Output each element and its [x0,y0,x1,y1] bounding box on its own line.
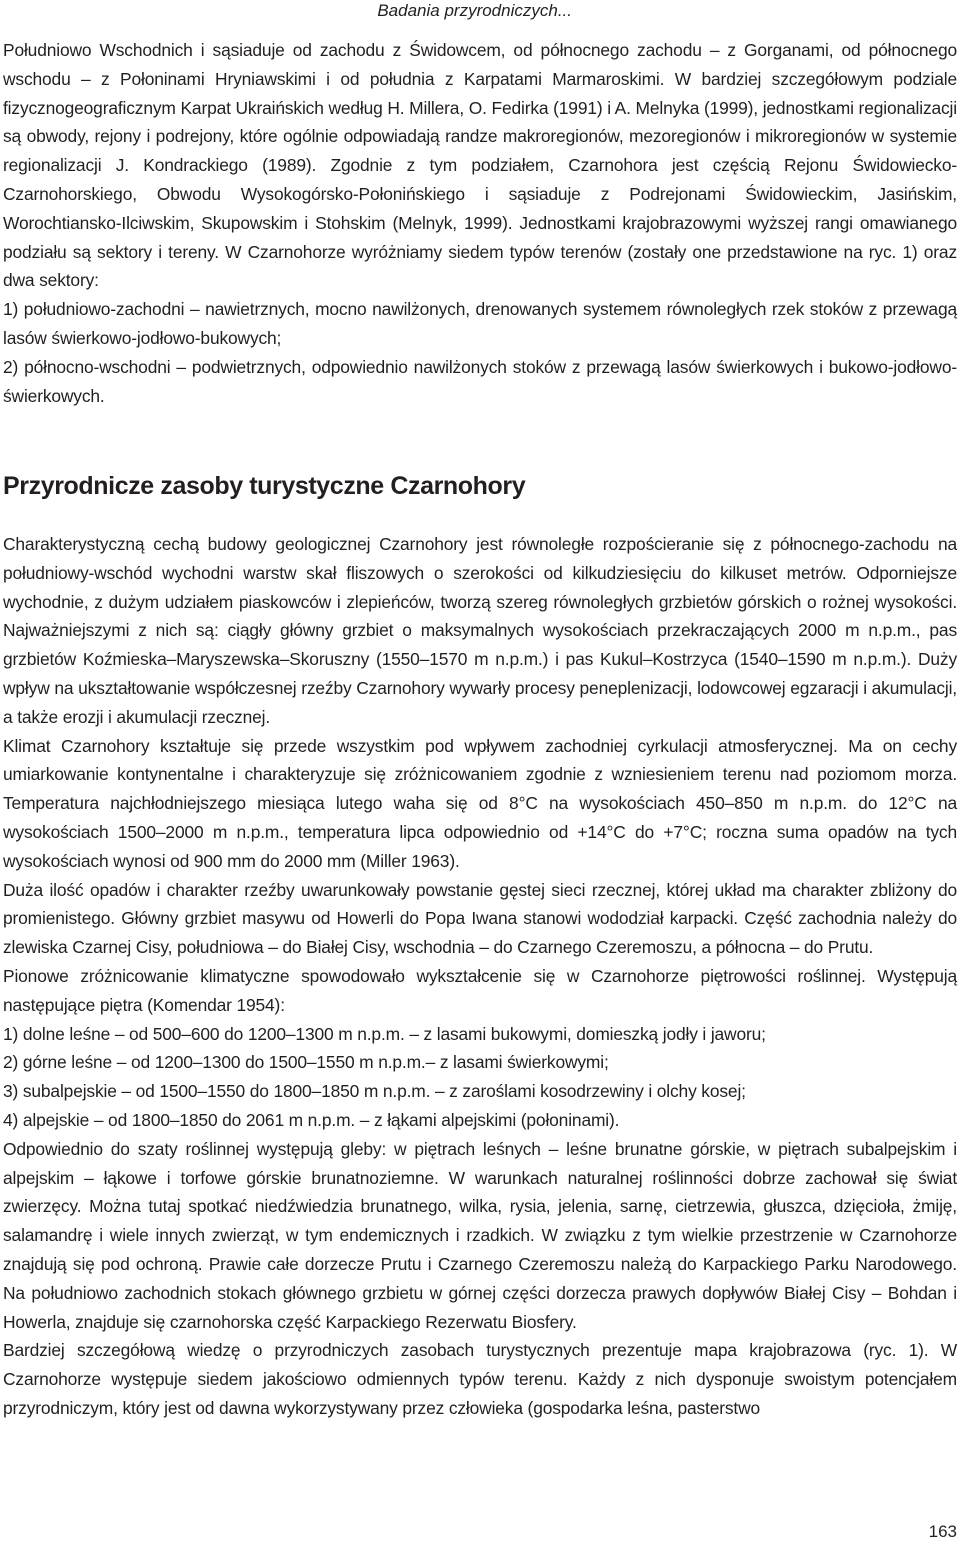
page-number: 163 [928,1522,957,1541]
list-item-zone-1: 1) dolne leśne – od 500–600 do 1200–1300 m n.p.m. – z lasami bukowymi, domieszką jodły i jaworu; [3,1023,766,1044]
paragraph-vegetation-zones: Pionowe zróżnicowanie klimatyczne spowodowało wykształcenie się w Czarnohorze piętrowości roślinnej. Występują następujące piętra (Komendar 1954): [3,965,957,1015]
paragraph-hydrology: Duża ilość opadów i charakter rzeźby uwarunkowały powstanie gęstej sieci rzecznej, której układ ma charakter zbliżony do promienistego. Główny grzbiet masywu od Howerli do Popa Iwana stanowi wododział karpacki. Część zachodnia należy do zlewiska Czarnej Cisy, południowa – do Białej Cisy, wschodnia – do Czarnego Czeremoszu, a północna – do Prutu. [3,879,957,958]
list-item-sector-2: 2) północno-wschodni – podwietrznych, odpowiednio nawilżonych stoków z przewagą lasów świerkowych i bukowo-jodłowo-świerkowych. [3,356,957,406]
list-item-zone-2: 2) górne leśne – od 1200–1300 do 1500–1550 m n.p.m.– z lasami świerkowymi; [3,1052,609,1073]
list-item-zone-4: 4) alpejskie – od 1800–1850 do 2061 m n.p.m. – z łąkami alpejskimi (połoninami). [3,1109,620,1130]
section-text-block [3,530,957,1423]
paragraph-soils-fauna: Odpowiednio do szaty roślinnej występują gleby: w piętrach leśnych – leśne brunatne górskie, w piętrach subalpejskim i alpejskim – łąkowe i torfowe górskie brunatnoziemne. W warunkach naturalnej roślinności dobrze zachował się świat zwierzęcy. Można tutaj spotkać niedźwiedzia brunatnego, wilka, rysia, jelenia, sarnę, cietrzewia, głuszca, dzięcioła, żmiję, salamandrę i wiele innych zwierząt, w tym endemicznych i rzadkich. W związku z tym wielkie przestrzenie w Czarnohorze znajdują się pod ochroną. Prawie całe dorzecze Prutu i Czarnego Czeremoszu należą do Karpackiego Parku Narodowego. Na południowo zachodnich stokach głównego grzbietu w górnej części dorzecza prawych dopływów Białej Cisy – Bohdan i Howerla, znajduje się czarnohorska część Karpackiego Rezerwatu Biosfery. [3,1138,957,1332]
paragraph-landscape-map: Bardziej szczegółową wiedzę o przyrodniczych zasobach turystycznych prezentuje mapa krajobrazowa (ryc. 1). W Czarnohorze występuje siedem jakościowo odmiennych typów terenu. Każdy z nich dysponuje swoistym potencjałem przyrodniczym, który jest od dawna wykorzystywany przez człowieka (gospodarka leśna, pasterstwo [3,1340,957,1418]
running-head: Badania przyrodniczych... [377,1,572,20]
paragraph-geology: Charakterystyczną cechą budowy geologicznej Czarnohory jest równoległe rozpościeranie się z północnego-zachodu na południowy-wschód wychodni warstw skał fliszowych o szerokości od kilkudziesięciu do kilkuset metrów. Odporniejsze wychodnie, z dużym udziałem piaskowców i zlepieńców, tworzą szereg równoległych grzbietów górskich o rożnej wysokości. Najważniejszymi z nich są: ciągły główny grzbiet o maksymalnych wysokościach przekraczających 2000 m n.p.m., pas grzbietów Koźmieska–Maryszewska–Skoruszny (1550–1570 m n.p.m.) i pas Kukul–Kostrzyca (1540–1590 m n.p.m.). Duży wpływ na ukształtowanie współczesnej rzeźby Czarnohory wywarły procesy peneplenizacji, lodowcowej egzaracji i akumulacji, a także erozji i akumulacji rzecznej. [3,534,957,727]
paragraph: Południowo Wschodnich i sąsiaduje od zachodu z Świdowcem, od północnego zachodu – z Gorganami, od północnego wschodu – z Połoninami Hryniawskimi i od południa z Karpatami Marmaroskimi. W bardziej szczegółowym podziale fizycznogeograficznym Karpat Ukraińskich według H. Millera, O. Fedirka (1991) i A. Melnyka (1999), jednostkami regionalizacji są obwody, rejony i podrejony, które ogólnie odpowiadają randze makroregionów, mezoregionów i mikroregionów w systemie regionalizacji J. Kondrackiego (1989). Zgodnie z tym podziałem, Czarnohora jest częścią Rejonu Świdowiecko-Czarnohorskiego, Obwodu Wysokogórsko-Połonińskiego i sąsiaduje z Podrejonami Świdowieckim, Jasińskim, Worochtiansko-Ilciwskim, Skupowskim i Stohskim (Melnyk, 1999). Jednostkami krajobrazowymi wyższej rangi omawianego podziału są sektory i tereny. W Czarnohorze wyróżniamy siedem typów terenów (zostały one przedstawione na ryc. 1) oraz dwa sektory: [3,40,957,291]
list-item-zone-3: 3) subalpejskie – od 1500–1550 do 1800–1850 m n.p.m. – z zaroślami kosodrzewiny i olchy kosej; [3,1081,746,1102]
section-heading: Przyrodnicze zasoby turystyczne Czarnohory [3,472,526,500]
list-item-sector-1: 1) południowo-zachodni – nawietrznych, mocno nawilżonych, drenowanych systemem równoległych rzek stoków z przewagą lasów świerkowo-jodłowo-bukowych; [3,299,957,348]
intro-text-block [3,36,957,410]
paragraph-climate: Klimat Czarnohory kształtuje się przede wszystkim pod wpływem zachodniej cyrkulacji atmosferycznej. Ma on cechy umiarkowanie kontynentalne i charakteryzuje się zróżnicowaniem zgodnie z wzniesieniem terenu nad poziomom morza. Temperatura najchłodniejszego miesiąca lutego waha się od 8°C na wysokościach 450–850 m n.p.m. do 12°C na wysokościach 1500–2000 m n.p.m., temperatura lipca odpowiednio od +14°C do +7°C; roczna suma opadów na tych wysokościach wynosi od 900 mm do 2000 mm (Miller 1963). [3,735,957,871]
